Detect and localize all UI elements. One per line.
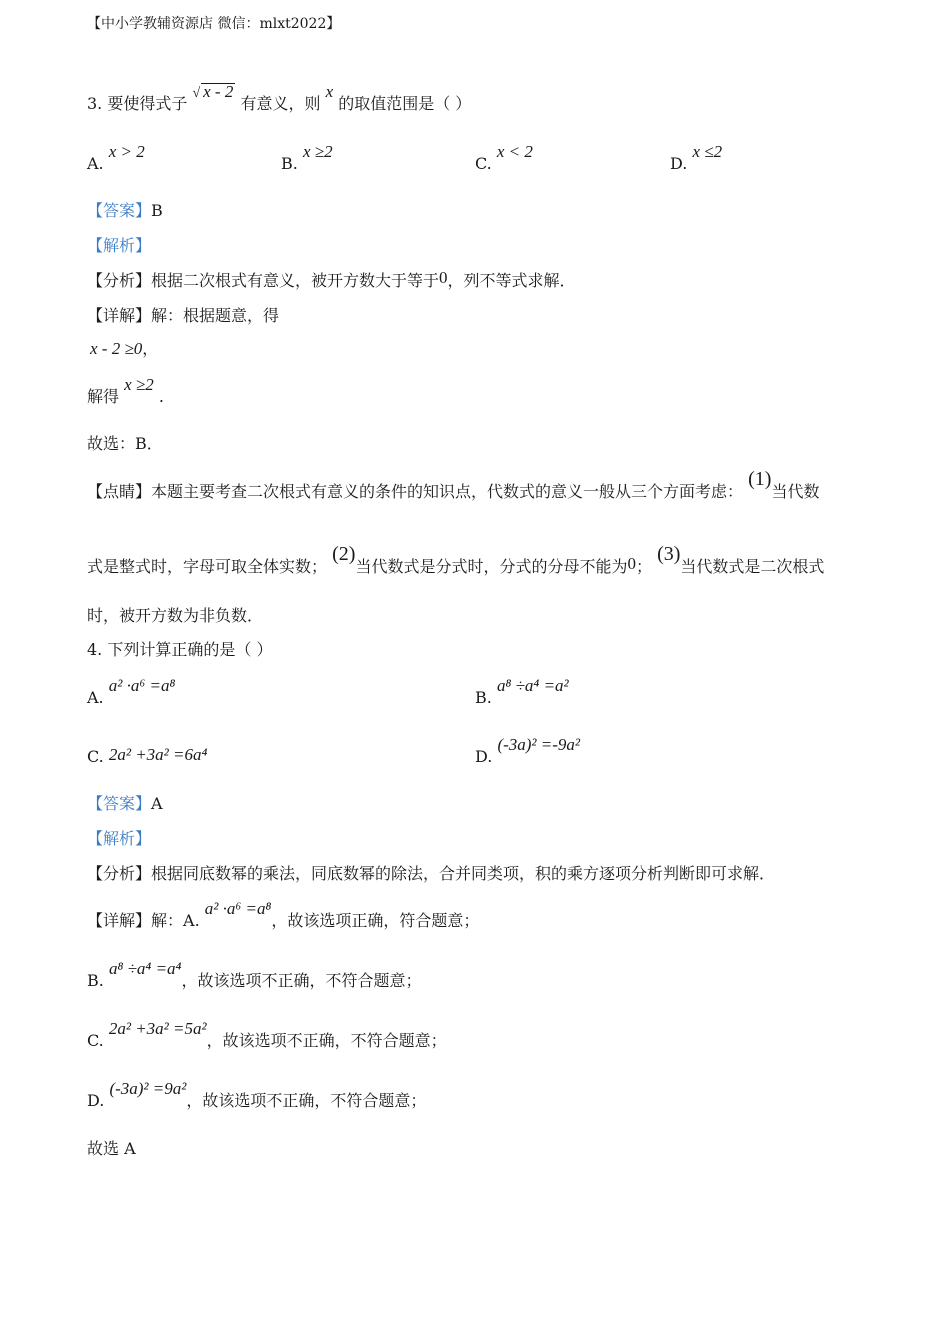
answer-label: 【答案】 — [87, 201, 152, 220]
q3-dianjing-line3: 时，被开方数为非负数． — [87, 606, 264, 625]
q3-option-d: D. x ≤2 — [670, 142, 723, 173]
q3-detail: 【详解】解：根据题意，得 — [87, 306, 280, 325]
q3-stem-pre: 3. 要使得式子 — [87, 94, 188, 113]
q3-dianjing-line1: 【点睛】本题主要考查二次根式有意义的条件的知识点，代数式的意义一般从三个方面考虑： (1)当代数 — [87, 468, 820, 501]
q4-detail-c: C. 2a² +3a² =5a²，故该选项不正确，不符合题意； — [87, 1019, 447, 1050]
q3-stem-post: 的取值范围是（ ） — [338, 94, 472, 113]
q4-option-d: D. (-3a)² =-9a² — [475, 735, 580, 766]
q4-choose: 故选 A — [87, 1139, 136, 1158]
q4-stem: 4. 下列计算正确的是（ ） — [87, 640, 273, 659]
q4-detail-d: D. (-3a)² =9a²，故该选项不正确，不符合题意； — [87, 1079, 427, 1110]
q3-dianjing-line2: 式是整式时，字母可取全体实数； (2)当代数式是分式时，分式的分母不能为0； (3)当代数式是二次根式 — [87, 543, 825, 576]
q4-option-c: C. 2a² +3a² =6a⁴ — [87, 745, 208, 766]
header-text: 【中小学教辅资源店 微信：mlxt2022】 — [87, 16, 341, 32]
q3-stem-mid: 有意义，则 — [240, 94, 321, 113]
q4-fenxi: 【分析】根据同底数幂的乘法，同底数幂的除法，合并同类项，积的乘方逐项分析判断即可求解． — [87, 864, 776, 883]
q3-option-a: A. x > 2 — [87, 142, 145, 173]
page-header — [87, 14, 340, 34]
q4-option-b: B. a⁸ ÷a⁴ =a² — [475, 676, 569, 707]
q3-sqrt: √ x - 2 — [192, 82, 234, 101]
q3-analysis-heading: 【解析】 — [87, 236, 152, 255]
q3-fenxi: 【分析】根据二次根式有意义，被开方数大于等于0，列不等式求解． — [87, 268, 576, 290]
q4-detail-b: B. a⁸ ÷a⁴ =a⁴，故该选项不正确，不符合题意； — [87, 959, 422, 990]
q3-inequality: x - 2 ≥0， — [90, 339, 159, 358]
q3-solve: 解得 x ≥2 . — [87, 375, 164, 406]
q4-answer: 【答案】A — [87, 794, 163, 813]
q4-option-a: A. a² ·a⁶ =a⁸ — [87, 676, 176, 707]
q4-analysis-heading: 【解析】 — [87, 829, 152, 848]
q3-answer — [87, 201, 163, 221]
q3-choose: 故选：B． — [87, 434, 163, 453]
q3-var: x — [325, 82, 334, 101]
q4-detail-a: 【详解】解：A. a² ·a⁶ =a⁸，故该选项正确，符合题意； — [87, 899, 480, 930]
answer-value: B — [151, 201, 163, 220]
q3-option-c: C. x < 2 — [475, 142, 533, 173]
q3-option-b: B. x ≥2 — [281, 142, 333, 173]
q3-stem — [87, 82, 472, 116]
q3-sqrt-expr: x - 2 — [203, 82, 234, 101]
